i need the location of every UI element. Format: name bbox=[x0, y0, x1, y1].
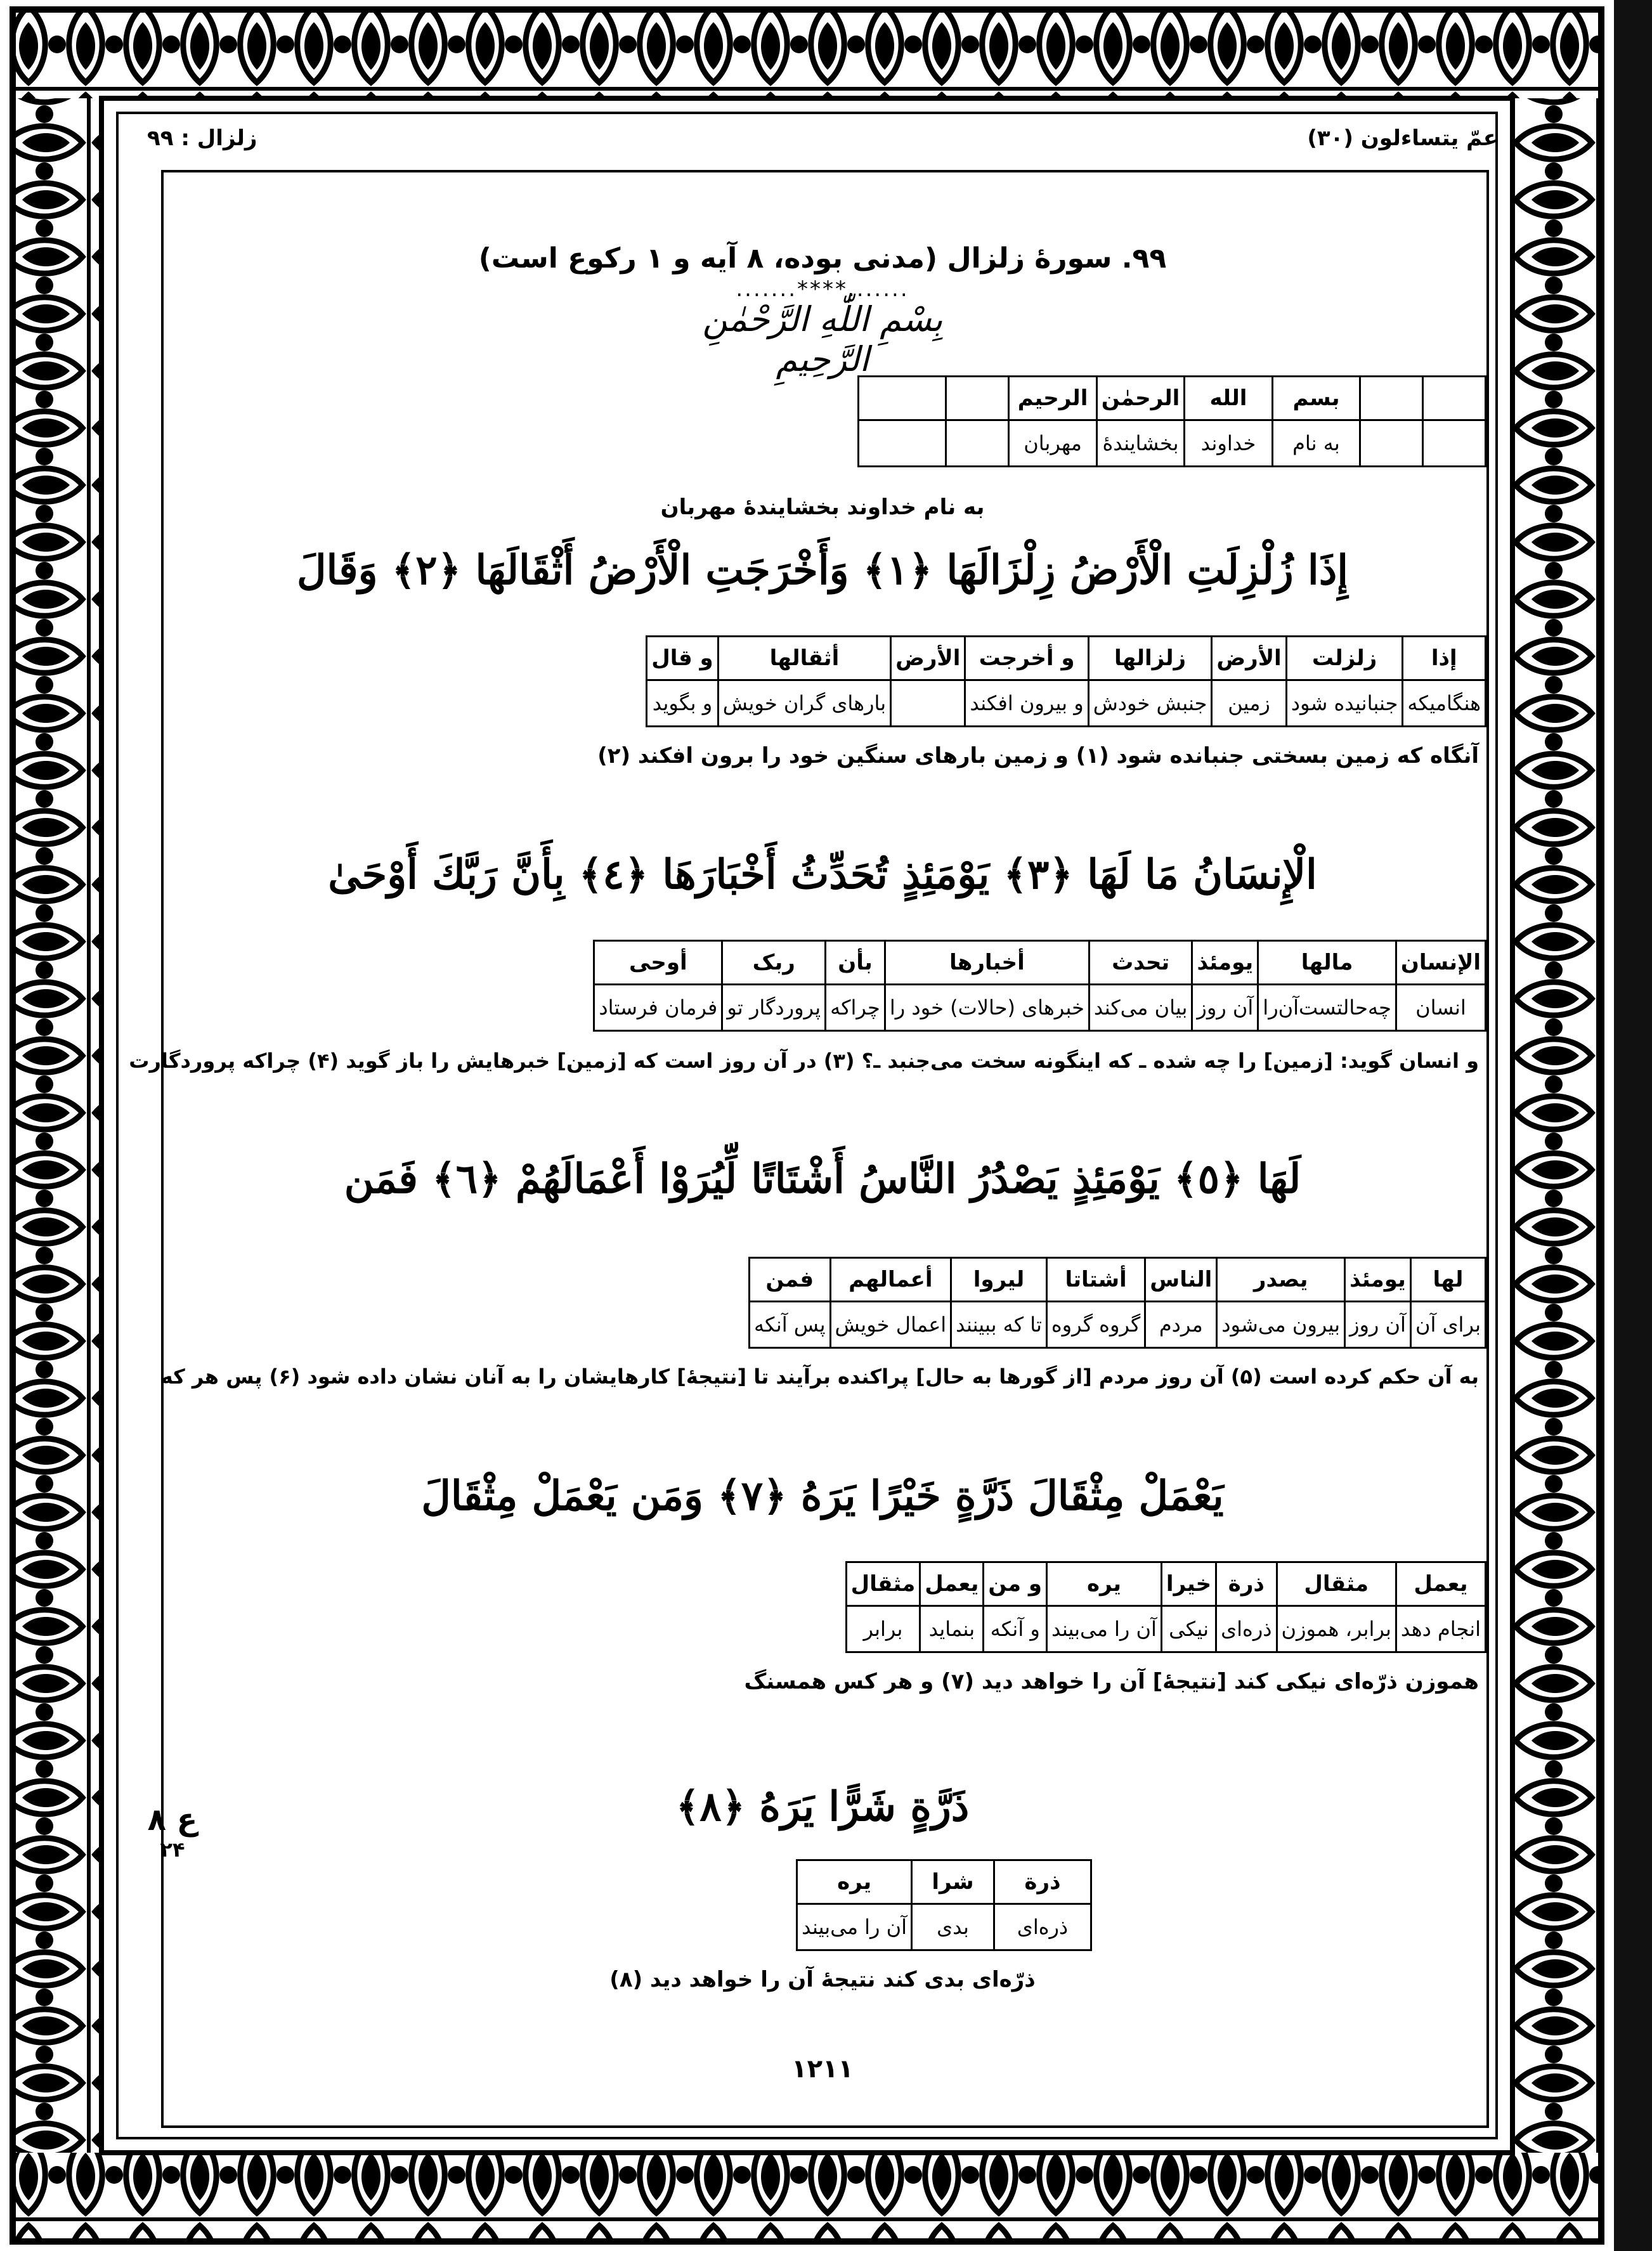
word-table-4 bbox=[845, 1561, 1486, 1653]
word-cell: ربک bbox=[722, 941, 826, 985]
meaning-cell: مهربان bbox=[1009, 420, 1096, 467]
word-cell: مالها bbox=[1258, 941, 1396, 985]
meaning-cell: بنماید bbox=[920, 1606, 984, 1652]
word-cell: الناس bbox=[1145, 1258, 1217, 1302]
word-cell: و أخرجت bbox=[965, 637, 1088, 680]
word-cell: زلزلت bbox=[1286, 637, 1403, 680]
word-cell: زلزالها bbox=[1088, 637, 1212, 680]
word-cell: و قال bbox=[647, 637, 719, 680]
meaning-cell: بخشایندهٔ bbox=[1096, 420, 1184, 467]
meaning-cell: چراکه bbox=[826, 985, 885, 1031]
word-cell: تحدث bbox=[1089, 941, 1192, 985]
word-table-2 bbox=[593, 940, 1486, 1032]
meaning-row bbox=[846, 1606, 1485, 1652]
word-cell: مثقال bbox=[1277, 1562, 1396, 1606]
meaning-cell: آن روز bbox=[1345, 1302, 1411, 1348]
word-cell: شرا bbox=[912, 1860, 994, 1904]
word-cell: الرحمٰن bbox=[1096, 377, 1184, 420]
verse-translation-2: و انسان گوید: [زمین] را چه شده ـ که اینگونه سخت می‌جنبد ـ؟ (۳) در آن روز است که [زمین] خبرهایش را باز گوید (۴) چراکه پروردگارت bbox=[129, 1049, 1479, 1073]
word-cell: مثقال bbox=[846, 1562, 920, 1606]
empty-cell bbox=[858, 377, 946, 420]
word-cell: أشتاتا bbox=[1046, 1258, 1145, 1302]
meaning-cell: هنگامیکه bbox=[1403, 680, 1486, 727]
word-cell: یره bbox=[797, 1860, 912, 1904]
verse-arabic-3: لَهَا ﴿٥﴾ يَوْمَئِذٍ يَصْدُرُ النَّاسُ أَشْتَاتًا لِّيُرَوْا أَعْمَالَهُمْ ﴿٦﴾ فَمَن bbox=[344, 1155, 1301, 1203]
word-cell: الأرض bbox=[891, 637, 965, 680]
word-cell: الرحیم bbox=[1009, 377, 1096, 420]
word-row bbox=[647, 637, 1486, 680]
word-row bbox=[594, 941, 1486, 985]
meaning-cell: برای آن bbox=[1410, 1302, 1485, 1348]
word-cell: ذرة bbox=[994, 1860, 1091, 1904]
meaning-cell: پروردگار تو bbox=[722, 985, 826, 1031]
empty-cell bbox=[946, 377, 1009, 420]
meaning-cell: بدی bbox=[912, 1904, 994, 1950]
meaning-cell: اعمال خویش bbox=[830, 1302, 951, 1348]
meaning-cell: انسان bbox=[1396, 985, 1485, 1031]
meaning-cell: برابر، هموزن bbox=[1277, 1606, 1396, 1652]
empty-cell bbox=[1360, 377, 1423, 420]
title-stars: .......****....... bbox=[736, 276, 909, 302]
word-cell: الله bbox=[1185, 377, 1272, 420]
sura-label: زلزال : ۹۹ bbox=[147, 126, 257, 151]
meaning-cell: ذره‌ای bbox=[1216, 1606, 1277, 1652]
meaning-cell: زمین bbox=[1212, 680, 1286, 727]
meaning-cell: فرمان فرستاد bbox=[594, 985, 722, 1031]
verse-translation-4: هموزن ذرّه‌ای نیکی کند [نتیجهٔ] آن را خواهد دید (۷) و هر کس همسنگ bbox=[744, 1669, 1479, 1694]
scan-edge bbox=[1614, 0, 1652, 2251]
meaning-cell: نیکی bbox=[1161, 1606, 1216, 1652]
ruku-marker bbox=[147, 1802, 198, 1862]
empty-cell bbox=[1423, 377, 1486, 420]
word-table-5 bbox=[796, 1859, 1092, 1951]
meaning-cell: مردم bbox=[1145, 1302, 1217, 1348]
page-content bbox=[129, 109, 1498, 2144]
juz-label: عمّ یتساءلون (۳۰) bbox=[1307, 126, 1498, 151]
word-cell: یومئذ bbox=[1345, 1258, 1411, 1302]
meaning-cell: خداوند bbox=[1185, 420, 1272, 467]
meaning-cell: آن روز bbox=[1192, 985, 1258, 1031]
word-cell: و من bbox=[984, 1562, 1047, 1606]
meaning-cell: آن را می‌بیند bbox=[1047, 1606, 1162, 1652]
page-number: ۱۲۱۱ bbox=[791, 2054, 854, 2084]
word-cell: الإنسان bbox=[1396, 941, 1485, 985]
meaning-row bbox=[647, 680, 1486, 727]
verse-arabic-1: إِذَا زُلْزِلَتِ الْأَرْضُ زِلْزَالَهَا ﴿١﴾ وَأَخْرَجَتِ الْأَرْضُ أَثْقَالَهَا ﴿٢﴾ وَقَالَ bbox=[297, 547, 1348, 594]
verse-translation-5: ذرّه‌ای بدی کند نتیجهٔ آن را خواهد دید (۸) bbox=[609, 1967, 1036, 1992]
sura-title: ۹۹. سورهٔ زلزال (مدنی بوده، ۸ آیه و ۱ رکوع است) bbox=[478, 242, 1167, 275]
word-cell: لیروا bbox=[951, 1258, 1047, 1302]
ruku-label: ع ۸ bbox=[147, 1802, 198, 1838]
word-cell: لها bbox=[1410, 1258, 1485, 1302]
empty-cell bbox=[946, 420, 1009, 467]
verse-translation-3: به آن حکم کرده است (۵) آن روز مردم [از گورها به حال] پراکنده برآیند تا [نتیجهٔ] کارهایشان را به آنان نشان داده شود (۶) پس هر که bbox=[160, 1365, 1479, 1389]
word-cell: یعمل bbox=[1396, 1562, 1485, 1606]
ruku-count: ۲۴ bbox=[160, 1838, 185, 1862]
meaning-cell: جنبانیده شود bbox=[1286, 680, 1403, 727]
meaning-cell: برابر bbox=[846, 1606, 920, 1652]
meaning-cell: آن را می‌بیند bbox=[797, 1904, 912, 1950]
meaning-cell: جنبش خودش bbox=[1088, 680, 1212, 727]
meaning-cell: و بگوید bbox=[647, 680, 719, 727]
verse-arabic-5: ذَرَّةٍ شَرًّا يَرَهُ ﴿٨﴾ bbox=[675, 1783, 970, 1831]
meaning-row bbox=[797, 1904, 1091, 1950]
word-cell: یومئذ bbox=[1192, 941, 1258, 985]
bismillah-translation: به نام خداوند بخشایندهٔ مهربان bbox=[660, 495, 985, 520]
meaning-cell: خبرهای (حالات) خود را bbox=[885, 985, 1089, 1031]
meaning-cell: و آنکه bbox=[984, 1606, 1047, 1652]
meaning-cell: بیان می‌کند bbox=[1089, 985, 1192, 1031]
word-cell: فمن bbox=[750, 1258, 831, 1302]
verse-arabic-4: يَعْمَلْ مِثْقَالَ ذَرَّةٍ خَيْرًا يَرَهُ ﴿٧﴾ وَمَن يَعْمَلْ مِثْقَالَ bbox=[421, 1472, 1224, 1520]
word-cell: الأرض bbox=[1212, 637, 1286, 680]
bismillah-word-table bbox=[857, 375, 1486, 467]
word-row bbox=[750, 1258, 1486, 1302]
word-cell: یعمل bbox=[920, 1562, 984, 1606]
word-row bbox=[797, 1860, 1091, 1904]
empty-cell bbox=[1423, 420, 1486, 467]
word-cell: ذرة bbox=[1216, 1562, 1277, 1606]
meaning-row bbox=[750, 1302, 1486, 1348]
word-row bbox=[858, 377, 1485, 420]
verse-arabic-2: الْإِنسَانُ مَا لَهَا ﴿٣﴾ يَوْمَئِذٍ تُحَدِّثُ أَخْبَارَهَا ﴿٤﴾ بِأَنَّ رَبَّكَ أَوْحَىٰ bbox=[328, 851, 1317, 898]
meaning-cell: بیرون می‌شود bbox=[1217, 1302, 1345, 1348]
word-cell: أوحى bbox=[594, 941, 722, 985]
word-cell: أثقالها bbox=[718, 637, 890, 680]
meaning-cell bbox=[891, 680, 965, 727]
word-cell: أعمالهم bbox=[830, 1258, 951, 1302]
meaning-cell: پس آنکه bbox=[750, 1302, 831, 1348]
word-cell: بسم bbox=[1272, 377, 1360, 420]
word-cell: خیرا bbox=[1161, 1562, 1216, 1606]
empty-cell bbox=[858, 420, 946, 467]
word-cell: بأن bbox=[826, 941, 885, 985]
meaning-cell: و بیرون افکند bbox=[965, 680, 1088, 727]
word-cell: یره bbox=[1047, 1562, 1162, 1606]
word-row bbox=[846, 1562, 1485, 1606]
empty-cell bbox=[1360, 420, 1423, 467]
word-cell: أخبارها bbox=[885, 941, 1089, 985]
word-table-1 bbox=[646, 635, 1486, 727]
word-cell: یصدر bbox=[1217, 1258, 1345, 1302]
meaning-row bbox=[858, 420, 1485, 467]
meaning-row bbox=[594, 985, 1486, 1031]
meaning-cell: به نام bbox=[1272, 420, 1360, 467]
meaning-cell: تا که ببینند bbox=[951, 1302, 1047, 1348]
verse-translation-1: آنگاه که زمین بسختی جنبانده شود (۱) و زمین بارهای سنگین خود را برون افکند (۲) bbox=[597, 743, 1479, 769]
word-cell: إذا bbox=[1403, 637, 1486, 680]
meaning-cell: گروه گروه bbox=[1046, 1302, 1145, 1348]
meaning-cell: بارهای گران خویش bbox=[718, 680, 890, 727]
meaning-cell: ذره‌ای bbox=[994, 1904, 1091, 1950]
meaning-cell: چه‌حالتست‌آن‌را bbox=[1258, 985, 1396, 1031]
running-header bbox=[147, 126, 1498, 164]
bismillah-calligraphy: بِسْمِ اللّٰهِ الرَّحْمٰنِ الرَّحِيمِ bbox=[702, 299, 943, 379]
meaning-cell: انجام دهد bbox=[1396, 1606, 1485, 1652]
word-table-3 bbox=[748, 1257, 1486, 1349]
